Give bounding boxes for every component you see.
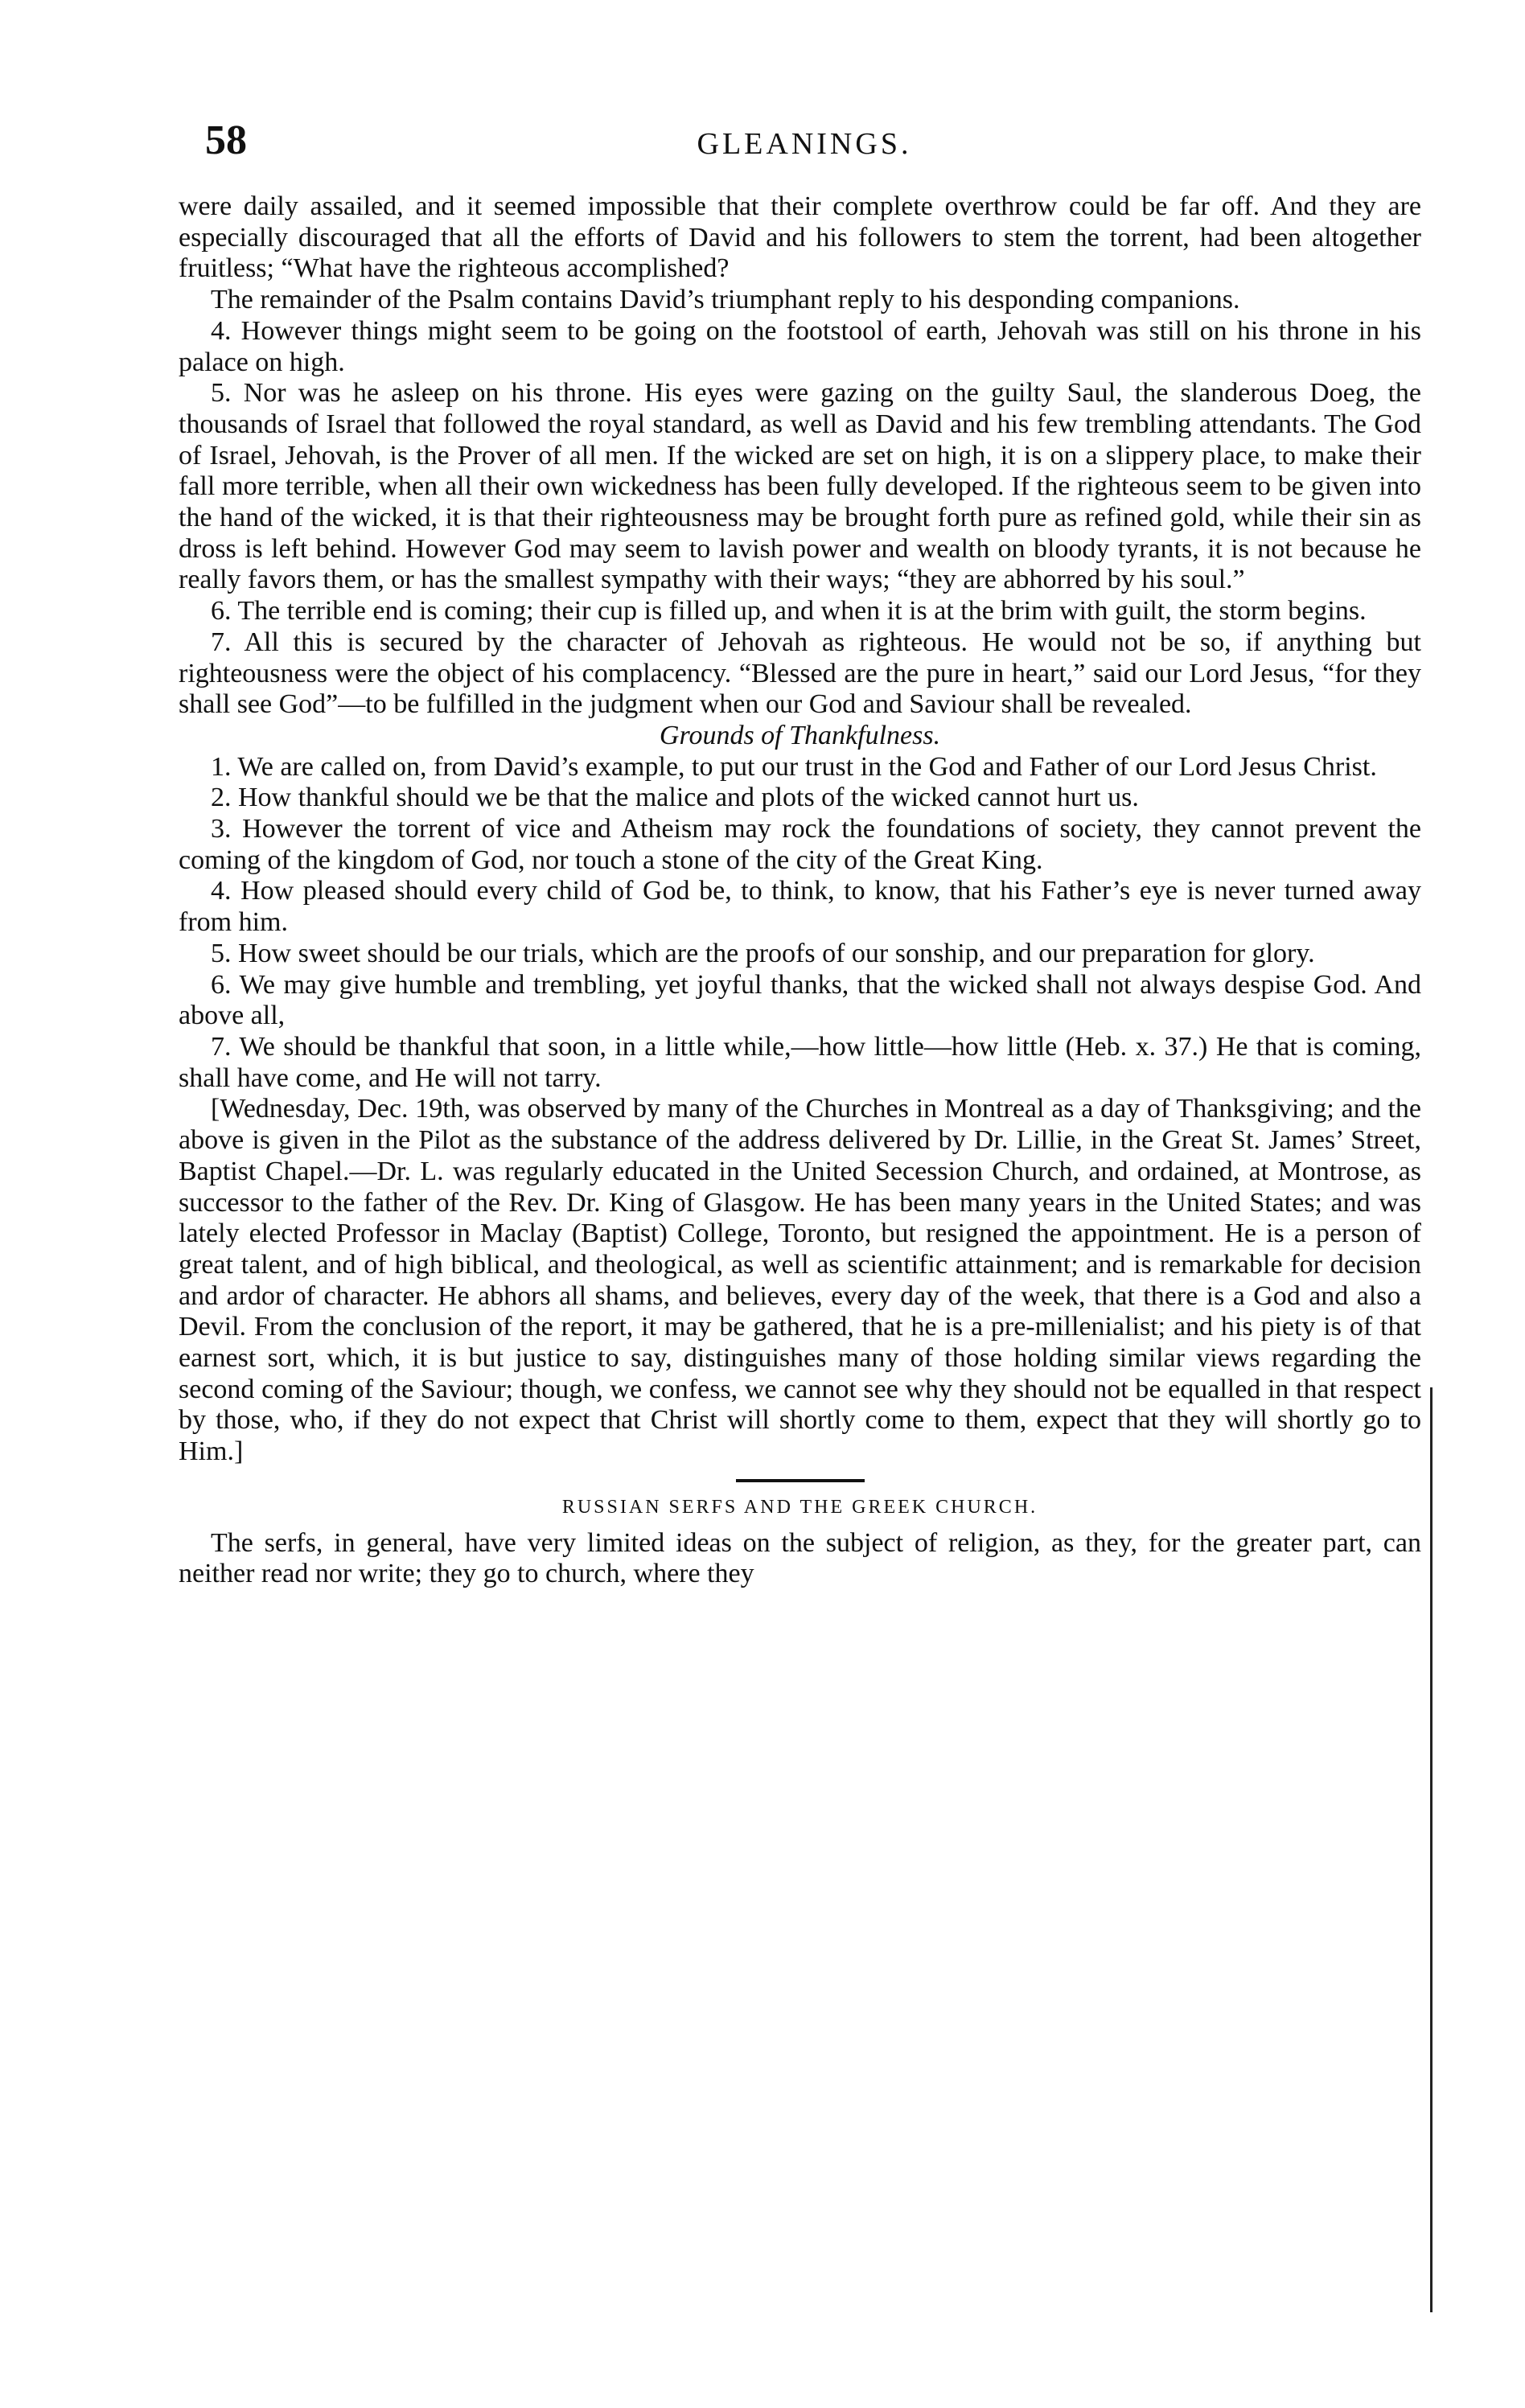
- thankfulness-item-5: 5. How sweet should be our trials, which are the proofs of our sonship, and our preparation for glory.: [211, 938, 1315, 968]
- section-divider: [736, 1479, 865, 1482]
- thankfulness-item-3: 3. However the torrent of vice and Atheism may rock the foundations of society, they cannot prevent the coming of the kingdom of God, nor touch a stone of the city of the Great King.: [179, 814, 1421, 875]
- page-body: [179, 191, 1421, 1590]
- paragraph-serfs: The serfs, in general, have very limited ideas on the subject of religion, as they, for the greater part, can neither read nor write; they go to church, where they: [179, 1527, 1421, 1589]
- thankfulness-item-2: 2. How thankful should we be that the malice and plots of the wicked cannot hurt us.: [211, 783, 1139, 813]
- paragraph-psalm-remainder: The remainder of the Psalm contains David’s triumphant reply to his desponding companions.: [211, 285, 1240, 315]
- section-title: RUSSIAN SERFS AND THE GREEK CHURCH.: [561, 1496, 1038, 1518]
- thankfulness-item-7: 7. We should be thankful that soon, in a little while,—how little—how little (Heb. x. 37.) He that is coming, shall have come, and He will not tarry.: [179, 1031, 1421, 1093]
- paragraph-point-6: 6. The terrible end is coming; their cup is filled up, and when it is at the brim with guilt, the storm begins.: [211, 596, 1367, 627]
- editorial-note: [Wednesday, Dec. 19th, was observed by many of the Churches in Montreal as a day of Thanksgiving; and the above is given in the Pilot as the substance of the address delivered by Dr. Lillie, in the Great St. James’ Street, Baptist Chapel.—Dr. L. was regularly educated in the United Secession Church, and ordained, at Montrose, as successor to the father of the Rev. Dr. King of Glasgow. He has been many years in the United States; and was lately elected Professor in Maclay (Baptist) College, Toronto, but resigned the appointment. He is a person of great talent, and of high biblical, and theological, as well as scientific attainment; and is remarkable for decision and ardor of character. He abhors all shams, and believes, every day of the week, that there is a God and also a Devil. From the conclusion of the report, it may be gathered, that he is a pre-millenialist; and his piety is of that earnest sort, which, it is but justice to say, distinguishes many of those holding similar views regarding the second coming of the Saviour; though, we confess, we cannot see why they should not be equalled in that respect by those, who, if they do not expect that Christ will shortly come to them, expect that they will shortly go to Him.]: [179, 1094, 1421, 1467]
- paragraph-point-7: 7. All this is secured by the character of Jehovah as righteous. He would not be so, if anything but righteousness were the object of his complacency. “Blessed are the pure in heart,” said our Lord Jesus, “for they shall see God”—to be fulfilled in the judgment when our God and Saviour shall be revealed.: [179, 627, 1421, 720]
- paragraph-continuation: were daily assailed, and it seemed impossible that their complete overthrow could be far off. And they are especially discouraged that all the efforts of David and his followers to stem the torrent, had been altogether fruitless; “What have the righteous accomplished?: [179, 191, 1421, 284]
- thankfulness-item-6: 6. We may give humble and trembling, yet joyful thanks, that the wicked shall not always despise God. And above all,: [179, 969, 1421, 1031]
- thankfulness-item-1: 1. We are called on, from David’s example, to put our trust in the God and Father of our Lord Jesus Christ.: [211, 751, 1377, 782]
- page-header: [205, 117, 1404, 173]
- thankfulness-item-4: 4. How pleased should every child of God be, to think, to know, that his Father’s eye is never turned away from him.: [179, 876, 1421, 938]
- paragraph-point-5: 5. Nor was he asleep on his throne. His eyes were gazing on the guilty Saul, the slanderous Doeg, the thousands of Israel that followed the royal standard, as well as David and his few trembling attendants. The God of Israel, Jehovah, is the Prover of all men. If the wicked are set on high, it is on a slippery place, to make their fall more terrible, when all their own wickedness has been fully developed. If the righteous seem to be given into the hand of the wicked, it is that their righteousness may be brought forth pure as refined gold, while their sin as dross is left behind. However God may seem to lavish power and wealth on bloody tyrants, it is not because he really favors them, or has the smallest sympathy with their ways; “they are abhorred by his soul.”: [179, 378, 1421, 595]
- page-edge-line: [1430, 1387, 1433, 2312]
- paragraph-point-4: 4. However things might seem to be going on the footstool of earth, Jehovah was still on his throne in his palace on high.: [179, 315, 1421, 377]
- page-number: 58: [205, 117, 247, 163]
- subheading-thankfulness: Grounds of Thankfulness.: [659, 720, 941, 750]
- running-title: GLEANINGS.: [697, 127, 912, 161]
